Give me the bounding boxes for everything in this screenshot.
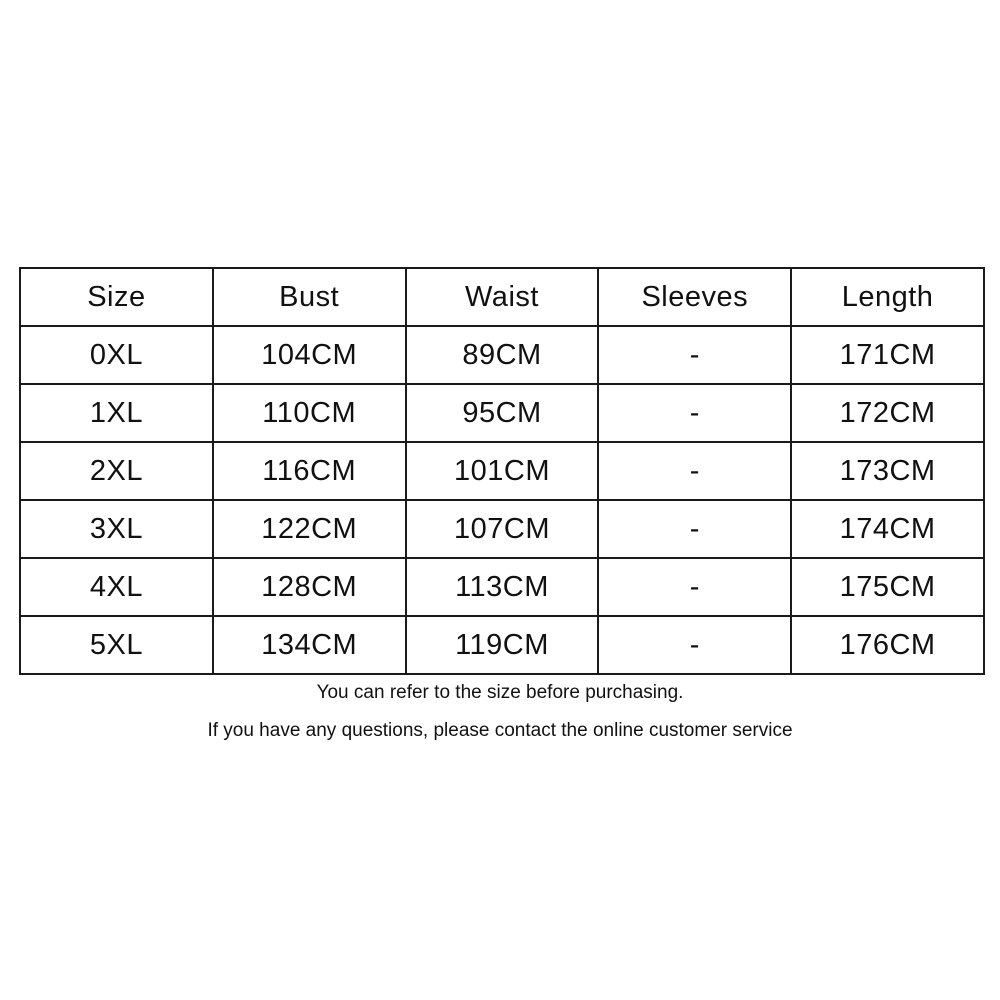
table-row (20, 558, 984, 616)
table-cell-waist: 107CM (406, 500, 599, 558)
column-header-length: Length (791, 268, 984, 326)
table-cell-bust: 122CM (213, 500, 406, 558)
purchase-notes (0, 682, 1000, 758)
table-cell-sleeves: - (598, 558, 791, 616)
table-header-row (20, 268, 984, 326)
size-chart-table (19, 267, 985, 675)
table-cell-waist: 113CM (406, 558, 599, 616)
table-cell-bust: 104CM (213, 326, 406, 384)
table-cell-size: 2XL (20, 442, 213, 500)
table-cell-sleeves: - (598, 326, 791, 384)
table-row (20, 616, 984, 674)
table-cell-length: 174CM (791, 500, 984, 558)
table-cell-waist: 101CM (406, 442, 599, 500)
note-line-2: If you have any questions, please contact the online customer service (207, 720, 793, 741)
table-cell-size: 3XL (20, 500, 213, 558)
table-row (20, 384, 984, 442)
table-cell-size: 4XL (20, 558, 213, 616)
table-cell-size: 0XL (20, 326, 213, 384)
table-row (20, 442, 984, 500)
table-cell-sleeves: - (598, 384, 791, 442)
table-cell-waist: 89CM (406, 326, 599, 384)
table-cell-size: 1XL (20, 384, 213, 442)
column-header-waist: Waist (406, 268, 599, 326)
table-cell-sleeves: - (598, 500, 791, 558)
note-line-1: You can refer to the size before purchasing. (316, 682, 684, 703)
table-cell-size: 5XL (20, 616, 213, 674)
table-cell-bust: 134CM (213, 616, 406, 674)
table-cell-length: 176CM (791, 616, 984, 674)
table-row (20, 500, 984, 558)
column-header-sleeves: Sleeves (598, 268, 791, 326)
table-cell-bust: 110CM (213, 384, 406, 442)
table-cell-bust: 116CM (213, 442, 406, 500)
table-cell-sleeves: - (598, 442, 791, 500)
table-cell-waist: 95CM (406, 384, 599, 442)
table-cell-length: 171CM (791, 326, 984, 384)
table-row (20, 326, 984, 384)
column-header-size: Size (20, 268, 213, 326)
table-cell-length: 172CM (791, 384, 984, 442)
table-cell-sleeves: - (598, 616, 791, 674)
table-cell-bust: 128CM (213, 558, 406, 616)
table-cell-waist: 119CM (406, 616, 599, 674)
table-cell-length: 175CM (791, 558, 984, 616)
column-header-bust: Bust (213, 268, 406, 326)
table-cell-length: 173CM (791, 442, 984, 500)
